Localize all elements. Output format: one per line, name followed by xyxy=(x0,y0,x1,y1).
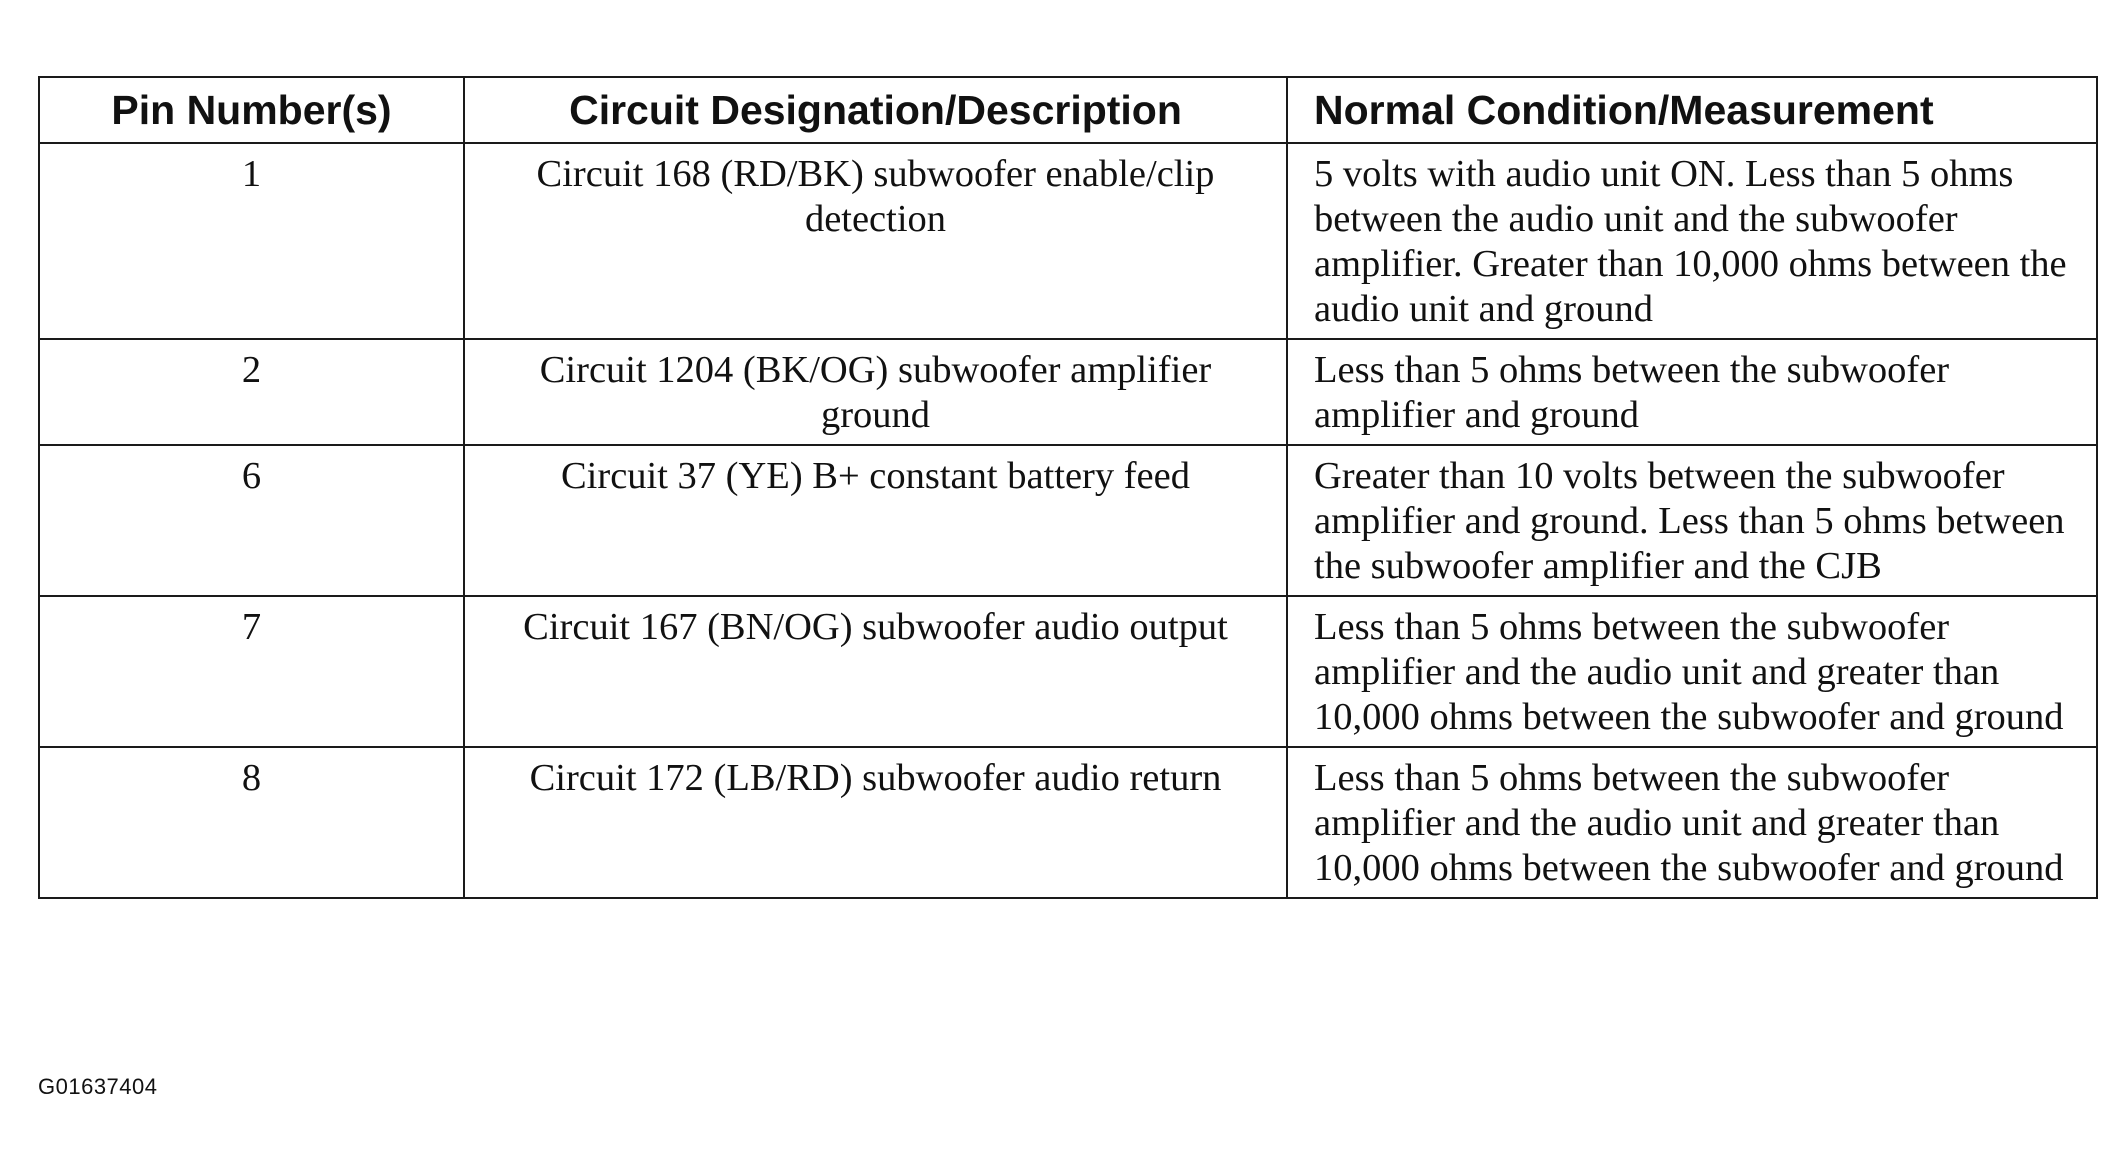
table-row xyxy=(39,339,2097,445)
table-header-row xyxy=(39,77,2097,143)
circuit-cell: Circuit 167 (BN/OG) subwoofer audio output xyxy=(464,596,1287,747)
condition-cell: Less than 5 ohms between the subwoofer amplifier and the audio unit and greater than 10,000 ohms between the subwoofer and ground xyxy=(1287,747,2097,898)
pin-cell: 6 xyxy=(39,445,464,596)
header-pin-number: Pin Number(s) xyxy=(39,77,464,143)
pin-cell: 8 xyxy=(39,747,464,898)
table-row xyxy=(39,143,2097,339)
condition-cell: 5 volts with audio unit ON. Less than 5 ohms between the audio unit and the subwoofer amplifier. Greater than 10,000 ohms between the audio unit and ground xyxy=(1287,143,2097,339)
condition-cell: Less than 5 ohms between the subwoofer amplifier and ground xyxy=(1287,339,2097,445)
header-circuit-description: Circuit Designation/Description xyxy=(464,77,1287,143)
pin-cell: 2 xyxy=(39,339,464,445)
figure-id: G01637404 xyxy=(38,1074,158,1099)
pin-table xyxy=(38,76,2098,899)
pin-cell: 7 xyxy=(39,596,464,747)
pin-cell: 1 xyxy=(39,143,464,339)
circuit-cell: Circuit 172 (LB/RD) subwoofer audio return xyxy=(464,747,1287,898)
table-row xyxy=(39,747,2097,898)
condition-cell: Greater than 10 volts between the subwoofer amplifier and ground. Less than 5 ohms between the subwoofer amplifier and the CJB xyxy=(1287,445,2097,596)
table-row xyxy=(39,445,2097,596)
circuit-cell: Circuit 37 (YE) B+ constant battery feed xyxy=(464,445,1287,596)
condition-cell: Less than 5 ohms between the subwoofer amplifier and the audio unit and greater than 10,000 ohms between the subwoofer and ground xyxy=(1287,596,2097,747)
circuit-cell: Circuit 168 (RD/BK) subwoofer enable/clip detection xyxy=(464,143,1287,339)
header-normal-condition: Normal Condition/Measurement xyxy=(1287,77,2097,143)
circuit-cell: Circuit 1204 (BK/OG) subwoofer amplifier ground xyxy=(464,339,1287,445)
table-row xyxy=(39,596,2097,747)
